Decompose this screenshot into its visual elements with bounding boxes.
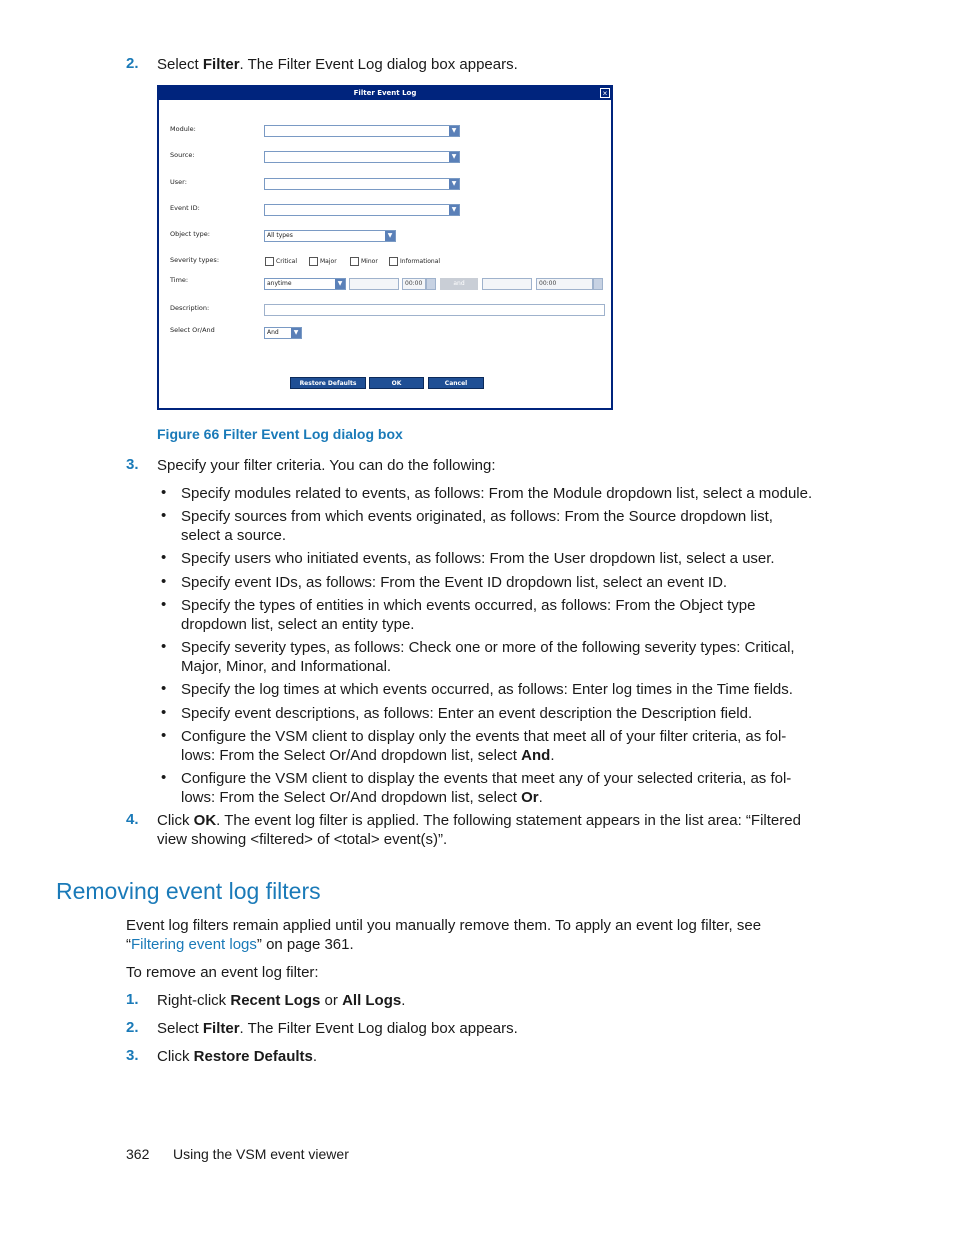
chevron-down-icon: ▼ [449, 205, 459, 215]
bullet-icon: • [161, 638, 167, 655]
module-label: Module: [170, 125, 196, 133]
step-number: 2. [126, 55, 139, 72]
ok-button[interactable]: OK [369, 377, 424, 389]
chevron-down-icon: ▼ [291, 328, 301, 338]
bullet-icon: • [161, 727, 167, 744]
chevron-down-icon: ▼ [449, 126, 459, 136]
list-item: Specify users who initiated events, as follows: From the User dropdown list, select a user. [181, 550, 775, 567]
dialog-title: Filter Event Log [159, 87, 611, 100]
list-item: Specify the types of entities in which events occurred, as follows: From the Object type dropdown list, select an entity type. [181, 597, 756, 633]
object-type-value: All types [267, 232, 293, 239]
time-label: Time: [170, 276, 189, 284]
select-or-and-label: Select Or/And [170, 326, 215, 334]
bullet-icon: • [161, 704, 167, 721]
filtering-event-logs-link[interactable]: Filtering event logs [131, 936, 257, 953]
chevron-down-icon: ▼ [385, 231, 395, 241]
bullet-icon: • [161, 507, 167, 524]
close-icon[interactable]: × [600, 88, 610, 98]
page-number: 362 [126, 1146, 150, 1162]
date-to-field[interactable] [482, 278, 532, 290]
section-heading: Removing event log filters [56, 878, 321, 904]
step-text: Click Restore Defaults. [157, 1048, 318, 1065]
bullet-icon: • [161, 484, 167, 501]
chevron-down-icon: ▼ [449, 179, 459, 189]
step-number: 3. [126, 1047, 139, 1064]
chevron-down-icon: ▼ [335, 279, 345, 289]
list-item: Specify sources from which events originated, as follows: From the Source dropdown list, select a source. [181, 508, 773, 544]
figure-caption: Figure 66 Filter Event Log dialog box [157, 426, 403, 442]
list-item: Configure the VSM client to display only the events that meet all of your filter criteria, as fol- lows: From the Select Or/And dropdown list, select And. [181, 728, 787, 764]
informational-checkbox[interactable]: Informational [389, 257, 440, 266]
user-dropdown[interactable] [264, 178, 460, 190]
list-item: Specify event IDs, as follows: From the Event ID dropdown list, select an event ID. [181, 574, 728, 591]
chevron-down-icon: ▼ [449, 152, 459, 162]
event-id-label: Event ID: [170, 204, 200, 212]
event-id-dropdown[interactable] [264, 204, 460, 216]
bullet-icon: • [161, 549, 167, 566]
source-dropdown[interactable] [264, 151, 460, 163]
filter-event-log-dialog [157, 85, 613, 410]
step-text: Click OK. The event log filter is applied. The following statement appears in the list area: “Filtered view showing <filtered> of <total> event(s)”. [157, 812, 801, 848]
step-text: Select Filter. The Filter Event Log dialog box appears. [157, 56, 518, 73]
list-item: Specify modules related to events, as follows: From the Module dropdown list, select a module. [181, 485, 813, 502]
footer-title: Using the VSM event viewer [173, 1146, 349, 1162]
time-from-field[interactable]: 00:00 [402, 278, 426, 290]
step-text: Select Filter. The Filter Event Log dialog box appears. [157, 1020, 518, 1037]
description-label: Description: [170, 304, 210, 312]
step-number: 1. [126, 991, 139, 1008]
paragraph: To remove an event log filter: [126, 964, 319, 981]
time-to-spinner[interactable] [593, 278, 603, 290]
description-input[interactable] [264, 304, 605, 316]
cancel-button[interactable]: Cancel [428, 377, 484, 389]
time-to-field[interactable]: 00:00 [536, 278, 593, 290]
list-item: Specify the log times at which events occurred, as follows: Enter log times in the Time fields. [181, 681, 793, 698]
user-label: User: [170, 178, 187, 186]
list-item: Specify severity types, as follows: Check one or more of the following severity types: Critical, Major, Minor, and Informational. [181, 639, 795, 675]
minor-checkbox[interactable]: Minor [350, 257, 378, 266]
step-number: 3. [126, 456, 139, 473]
step-number: 2. [126, 1019, 139, 1036]
step-text: Specify your filter criteria. You can do the following: [157, 457, 496, 474]
date-from-field[interactable] [349, 278, 399, 290]
object-type-dropdown[interactable] [264, 230, 396, 242]
module-dropdown[interactable] [264, 125, 460, 137]
time-from-spinner[interactable] [426, 278, 436, 290]
major-checkbox[interactable]: Major [309, 257, 337, 266]
time-dropdown[interactable]: anytime ▼ [264, 278, 346, 290]
step-number: 4. [126, 811, 139, 828]
list-item: Specify event descriptions, as follows: Enter an event description the Description field. [181, 705, 753, 722]
restore-defaults-button[interactable]: Restore Defaults [290, 377, 366, 389]
source-label: Source: [170, 151, 195, 159]
and-label: and [440, 278, 478, 290]
severity-label: Severity types: [170, 256, 220, 264]
step-text: Right-click Recent Logs or All Logs. [157, 992, 406, 1009]
critical-checkbox[interactable]: Critical [265, 257, 297, 266]
bullet-icon: • [161, 573, 167, 590]
bullet-icon: • [161, 769, 167, 786]
bullet-icon: • [161, 596, 167, 613]
paragraph: Event log filters remain applied until you manually remove them. To apply an event log filter, see “Filtering event logs” on page 361. [126, 917, 762, 953]
bullet-icon: • [161, 680, 167, 697]
object-type-label: Object type: [170, 230, 210, 238]
list-item: Configure the VSM client to display the events that meet any of your selected criteria, as fol- lows: From the Select Or/And dropdown list, select Or. [181, 770, 792, 806]
or-and-dropdown[interactable]: And ▼ [264, 327, 302, 339]
